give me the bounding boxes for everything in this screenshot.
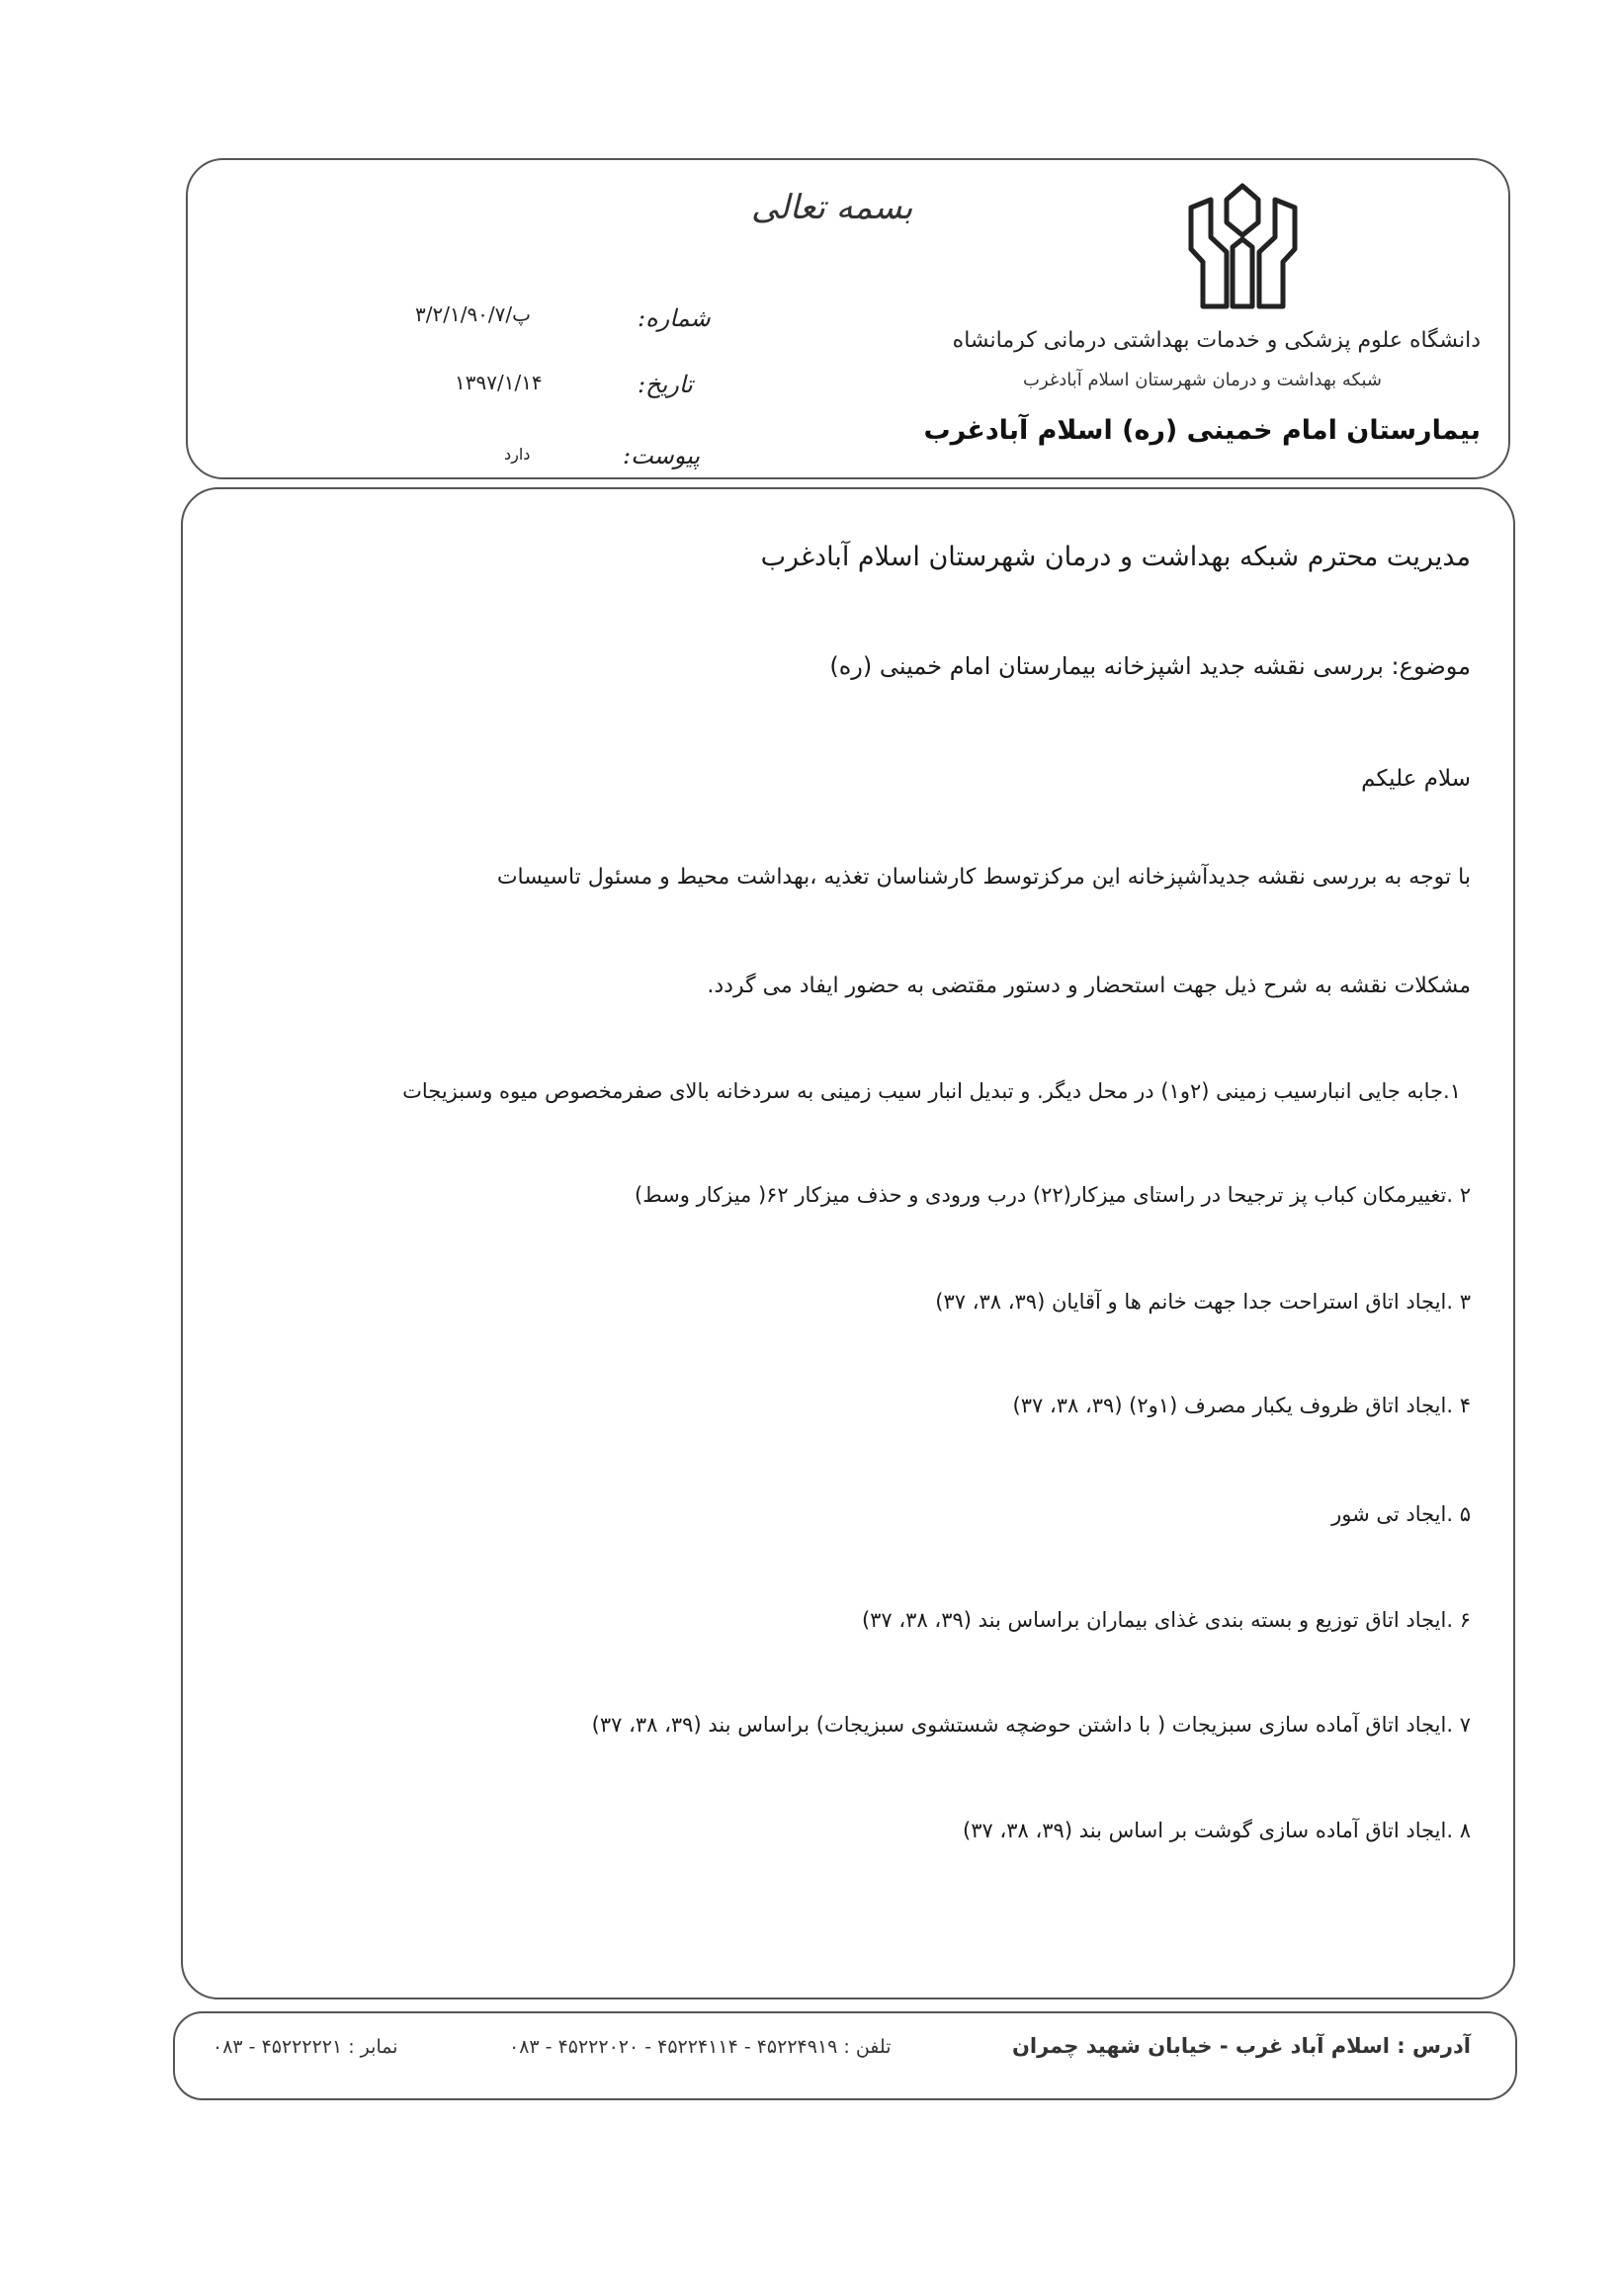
letter-paragraph: مشکلات نقشه به شرح ذیل جهت استحضار و دستور مقتضی به حضور ایفاد می گردد. — [707, 974, 1471, 998]
footer-fax: نمابر : ۴۵۲۲۲۲۲۱ - ۰۸۳ — [213, 2036, 398, 2058]
attachment-value: دارد — [504, 445, 531, 464]
university-name: دانشگاه علوم پزشکی و خدمات بهداشتی درمانی کرمانشاه — [952, 328, 1481, 353]
list-item: ۱.جابه جایی انبارسیب زمینی (۲و۱) در محل دیگر. و تبدیل انبار سیب زمینی به سردخانه بالای صفرمخصوص میوه وسبزیجات — [402, 1079, 1461, 1103]
date-label: تاریخ: — [638, 371, 693, 398]
letter-greeting: سلام علیکم — [1361, 766, 1471, 792]
list-item: ۵ .ایجاد تی شور — [1331, 1502, 1471, 1526]
list-item: ۶ .ایجاد اتاق توزیع و بسته بندی غذای بیماران براساس بند (۳۹، ۳۸، ۳۷) — [861, 1608, 1471, 1632]
date-value: ۱۳۹۷/۱/۱۴ — [455, 371, 543, 394]
list-item: ۴ .ایجاد اتاق ظروف یکبار مصرف (۱و۲) (۳۹، ۳۸، ۳۷) — [1012, 1394, 1471, 1417]
letter-subject: موضوع: بررسی نقشه جدید اشپزخانه بیمارستان امام خمینی (ره) — [829, 652, 1471, 680]
list-item: ۳ .ایجاد اتاق استراحت جدا جهت خانم ها و آقایان (۳۹، ۳۸، ۳۷) — [935, 1290, 1471, 1314]
number-value: ۳/۲/۱/۹۰/۷/پ — [415, 302, 531, 326]
attachment-label: پیوست: — [623, 442, 701, 469]
bismillah-heading: بسمه تعالی — [751, 188, 913, 227]
letter-body-frame — [181, 487, 1515, 1999]
footer-address: آدرس : اسلام آباد غرب - خیابان شهید چمران — [1012, 2034, 1471, 2058]
network-name: شبکه بهداشت و درمان شهرستان اسلام آبادغرب — [1023, 370, 1382, 390]
list-item: ۲ .تغییرمکان کباب پز ترجیحا در راستای میزکار(۲۲) درب ورودی و حذف میزکار ۶۲( میزکار وسط) — [635, 1183, 1471, 1207]
letter-recipient: مدیریت محترم شبکه بهداشت و درمان شهرستان اسلام آبادغرب — [760, 542, 1471, 572]
hospital-name: بیمارستان امام خمینی (ره) اسلام آبادغرب — [923, 415, 1481, 446]
university-logo-icon — [1181, 178, 1305, 316]
number-label: شماره: — [638, 304, 711, 332]
list-item: ۷ .ایجاد اتاق آماده سازی سبزیجات ( با داشتن حوضچه شستشوی سبزیجات) براساس بند (۳۹، ۳۸، ۳۷) — [591, 1713, 1471, 1737]
footer-phone: تلفن : ۴۵۲۲۴۹۱۹ - ۴۵۲۲۴۱۱۴ - ۴۵۲۲۲۰۲۰ - ۰۸۳ — [509, 2036, 892, 2058]
list-item: ۸ .ایجاد اتاق آماده سازی گوشت بر اساس بند (۳۹، ۳۸، ۳۷) — [963, 1819, 1471, 1842]
letter-paragraph: با توجه به بررسی نقشه جدیدآشپزخانه این مرکزتوسط کارشناسان تغذیه ،بهداشت محیط و مسئول تاسیسات — [496, 865, 1471, 890]
